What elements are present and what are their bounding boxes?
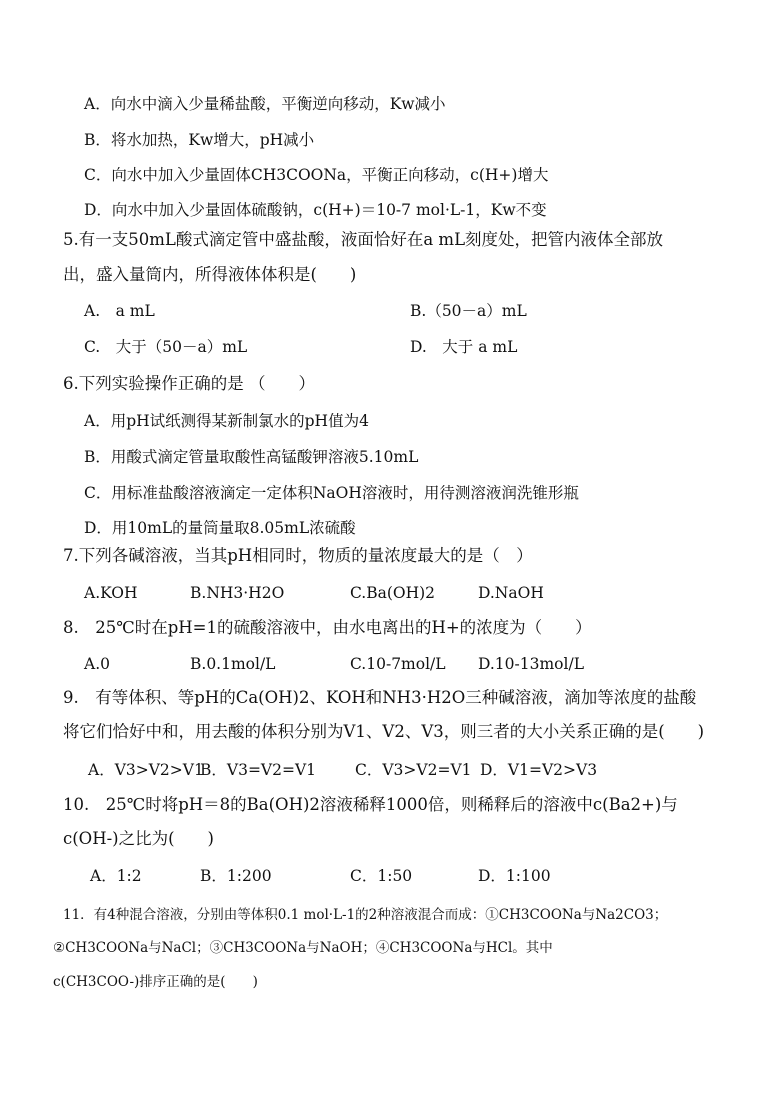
q5-option-b: B.（50－a）mL (410, 302, 527, 320)
q9-stem-line1: 9. 有等体积、等pH的Ca(OH)2、KOH和NH3·H2O三种碱溶液，滴加等浓度的盐酸 (63, 688, 697, 707)
q9-stem-line2: 将它们恰好中和，用去酸的体积分别为V1、V2、V3，则三者的大小关系正确的是( ) (63, 722, 705, 741)
q4-option-a: A．向水中滴入少量稀盐酸，平衡逆向移动，Kw减小 (84, 95, 446, 113)
q10-option-d: D．1:100 (478, 867, 551, 885)
q7-option-c: C.Ba(OH)2 (350, 584, 436, 602)
q8-option-c: C.10-7mol/L (350, 655, 446, 673)
q5-option-c: C. 大于（50－a）mL (84, 338, 248, 356)
q7-option-b: B.NH3·H2O (190, 584, 285, 602)
q8-option-d: D.10-13mol/L (478, 655, 584, 673)
q10-stem-line2: c(OH-)之比为( ) (63, 829, 214, 848)
q6-stem: 6.下列实验操作正确的是 （ ） (63, 374, 315, 393)
q8-option-a: A.0 (84, 655, 110, 673)
q4-option-d: D．向水中加入少量固体硫酸钠，c(H+)＝10-7 mol·L-1，Kw不变 (84, 201, 547, 219)
q5-option-d: D. 大于 a mL (410, 338, 518, 356)
q11-line2: ②CH3COONa与NaCl；③CH3COONa与NaOH；④CH3COONa与HCl。其中 (53, 940, 553, 956)
q7-stem: 7.下列各碱溶液，当其pH相同时，物质的量浓度最大的是（ ） (63, 546, 533, 565)
q10-option-b: B．1:200 (200, 867, 272, 885)
q4-option-c: C．向水中加入少量固体CH3COONa，平衡正向移动，c(H+)增大 (84, 166, 549, 184)
q10-stem-line1: 10. 25℃时将pH＝8的Ba(OH)2溶液稀释1000倍，则稀释后的溶液中c(Ba2+)与 (63, 795, 678, 814)
q9-option-c: C．V3>V2=V1 (355, 761, 472, 779)
q8-stem: 8. 25℃时在pH=1的硫酸溶液中，由水电离出的H+的浓度为（ ） (63, 618, 592, 637)
q8-option-b: B.0.1mol/L (190, 655, 276, 673)
q9-option-b: B．V3=V2=V1 (200, 761, 317, 779)
q5-stem-line2: 出，盛入量筒内，所得液体体积是( ) (63, 265, 357, 284)
q6-option-b: B．用酸式滴定管量取酸性高锰酸钾溶液5.10mL (84, 448, 419, 466)
q6-option-c: C．用标准盐酸溶液滴定一定体积NaOH溶液时，用待测溶液润洗锥形瓶 (84, 484, 579, 502)
q10-option-a: A．1:2 (90, 867, 142, 885)
q11-line1: 11．有4种混合溶液，分别由等体积0.1 mol·L-1的2种溶液混合而成：①CH3COONa与Na2CO3； (63, 907, 668, 923)
q6-option-d: D．用10mL的量筒量取8.05mL浓硫酸 (84, 519, 356, 537)
q5-stem-line1: 5.有一支50mL酸式滴定管中盛盐酸，液面恰好在a mL刻度处，把管内液体全部放 (63, 230, 664, 249)
q7-option-d: D.NaOH (478, 584, 544, 602)
q11-line3: c(CH3COO-)排序正确的是( ) (53, 974, 258, 990)
q10-option-c: C．1:50 (350, 867, 413, 885)
q5-option-a: A. a mL (84, 302, 155, 320)
q9-option-a: A．V3>V2>V1 (88, 761, 204, 779)
q7-option-a: A.KOH (84, 584, 138, 602)
q6-option-a: A．用pH试纸测得某新制氯水的pH值为4 (84, 412, 369, 430)
q9-option-d: D．V1=V2>V3 (480, 761, 598, 779)
q4-option-b: B．将水加热，Kw增大，pH减小 (84, 131, 315, 149)
